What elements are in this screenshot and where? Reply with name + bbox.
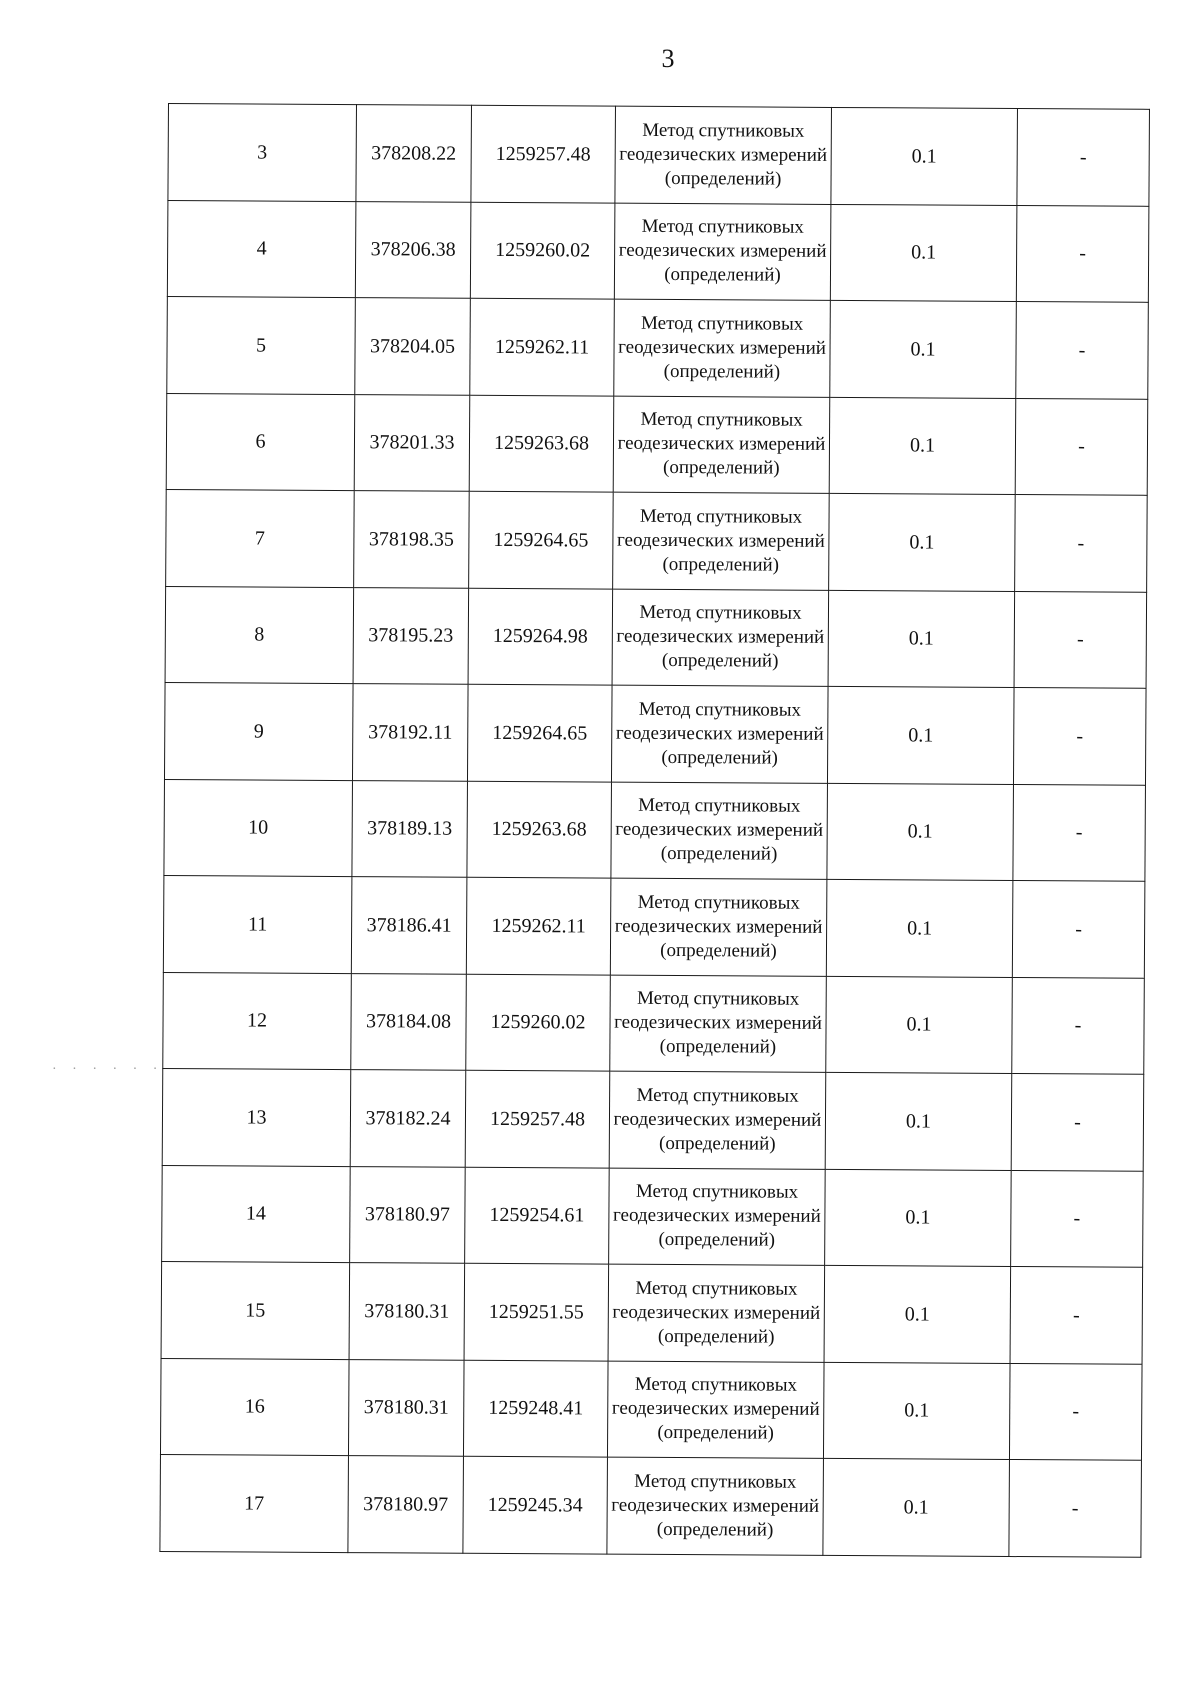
x-coordinate-cell: 378180.97: [350, 1166, 466, 1263]
method-text: Метод спутниковых геодезических измерений (определений): [612, 1277, 821, 1348]
x-coordinate-cell: 378201.33: [354, 394, 470, 491]
y-coordinate-cell: 1259264.65: [469, 491, 614, 588]
point-number-cell: 6: [166, 393, 355, 491]
table-row: [168, 104, 1150, 206]
table-row: [166, 393, 1148, 495]
y-coordinate-cell: 1259260.02: [470, 202, 615, 299]
method-text: Метод спутниковых геодезических измерений (определений): [616, 602, 825, 672]
note-cell: -: [1011, 1170, 1144, 1267]
table-row: [162, 1068, 1144, 1170]
note-cell: -: [1009, 1363, 1142, 1460]
note-cell: -: [1011, 1074, 1144, 1171]
y-coordinate-cell: 1259254.61: [465, 1167, 610, 1264]
y-coordinate-cell: 1259263.68: [467, 781, 612, 878]
y-coordinate-cell: 1259251.55: [464, 1263, 609, 1360]
accuracy-cell: 0.1: [831, 107, 1018, 205]
x-coordinate-cell: 378198.35: [354, 491, 470, 588]
table-row: [164, 779, 1146, 881]
x-coordinate-cell: 378195.23: [353, 587, 469, 684]
table-row: [167, 296, 1149, 398]
x-coordinate-cell: 378204.05: [355, 298, 471, 395]
y-coordinate-cell: 1259257.48: [471, 105, 616, 202]
point-number-cell: 4: [167, 200, 356, 298]
y-coordinate-cell: 1259264.98: [468, 588, 613, 685]
method-cell: [613, 396, 830, 494]
accuracy-cell: 0.1: [826, 879, 1013, 977]
y-coordinate-cell: 1259245.34: [463, 1456, 608, 1553]
note-cell: -: [1015, 398, 1148, 495]
point-number-cell: 11: [163, 875, 352, 973]
point-number-cell: 3: [168, 104, 357, 202]
y-coordinate-cell: 1259264.65: [467, 684, 612, 781]
x-coordinate-cell: 378182.24: [350, 1070, 466, 1167]
accuracy-cell: 0.1: [829, 397, 1016, 495]
x-coordinate-cell: 378208.22: [356, 105, 472, 202]
method-cell: [609, 1071, 826, 1169]
x-coordinate-cell: 378184.08: [351, 973, 467, 1070]
method-text: Метод спутниковых геодезических измерений (определений): [619, 119, 828, 190]
x-coordinate-cell: 378186.41: [351, 877, 467, 974]
table-row: [167, 200, 1149, 302]
note-cell: -: [1014, 591, 1147, 688]
table-row: [160, 1358, 1142, 1460]
coordinates-table-wrapper: [159, 103, 1143, 1557]
table-row: [161, 1261, 1143, 1363]
method-text: Метод спутниковых геодезических измерений (определений): [614, 891, 823, 962]
method-text: Метод спутниковых геодезических измерений (определений): [618, 312, 827, 383]
x-coordinate-cell: 378180.31: [348, 1359, 464, 1456]
accuracy-cell: 0.1: [830, 300, 1017, 398]
accuracy-cell: 0.1: [827, 783, 1014, 881]
note-cell: -: [1012, 881, 1145, 978]
note-cell: -: [1013, 784, 1146, 881]
accuracy-cell: 0.1: [826, 976, 1013, 1074]
table-row: [163, 972, 1145, 1074]
method-text: Метод спутниковых геодезических измерений (определений): [618, 216, 827, 286]
point-number-cell: 5: [167, 296, 356, 394]
note-cell: -: [1013, 688, 1146, 785]
method-text: Метод спутниковых геодезических измерений (определений): [614, 988, 823, 1058]
y-coordinate-cell: 1259257.48: [465, 1070, 610, 1167]
accuracy-cell: 0.1: [825, 1169, 1012, 1267]
x-coordinate-cell: 378189.13: [352, 780, 468, 877]
point-number-cell: 16: [160, 1358, 349, 1456]
scan-speck: · · · · · ·: [52, 1062, 164, 1077]
accuracy-cell: 0.1: [825, 1072, 1012, 1170]
x-coordinate-cell: 378192.11: [352, 684, 468, 781]
note-cell: -: [1010, 1267, 1143, 1364]
method-cell: [610, 878, 827, 976]
method-text: Метод спутниковых геодезических измерений (определений): [612, 1181, 821, 1251]
method-cell: [610, 975, 827, 1073]
table-row: [165, 586, 1147, 688]
accuracy-cell: 0.1: [823, 1458, 1010, 1556]
accuracy-cell: 0.1: [829, 493, 1016, 591]
y-coordinate-cell: 1259263.68: [469, 395, 614, 492]
method-text: Метод спутниковых геодезических измерений (определений): [615, 698, 824, 769]
method-cell: [607, 1457, 824, 1555]
coordinates-table-body: [160, 104, 1150, 1557]
accuracy-cell: 0.1: [830, 204, 1017, 302]
point-number-cell: 12: [163, 972, 352, 1070]
method-text: Метод спутниковых геодезических измерений (определений): [611, 1470, 820, 1541]
table-row: [162, 1165, 1144, 1267]
method-text: Метод спутниковых геодезических измерений (определений): [613, 1084, 822, 1155]
note-cell: -: [1015, 495, 1148, 592]
coordinates-table: [159, 103, 1150, 1557]
point-number-cell: 13: [162, 1068, 351, 1166]
y-coordinate-cell: 1259262.11: [470, 298, 615, 395]
note-cell: -: [1009, 1460, 1142, 1557]
method-text: Метод спутниковых геодезических измерений (определений): [616, 505, 825, 576]
method-cell: [615, 106, 832, 204]
method-text: Метод спутниковых геодезических измерений (определений): [611, 1374, 820, 1444]
method-cell: [608, 1264, 825, 1362]
table-row: [160, 1454, 1142, 1556]
method-cell: [609, 1168, 826, 1266]
page-number: 3: [661, 44, 675, 73]
method-cell: [607, 1361, 824, 1459]
method-cell: [613, 492, 830, 590]
accuracy-cell: 0.1: [823, 1362, 1010, 1460]
x-coordinate-cell: 378180.31: [349, 1263, 465, 1360]
point-number-cell: 15: [161, 1261, 350, 1359]
point-number-cell: 7: [166, 489, 355, 587]
note-cell: -: [1016, 302, 1149, 399]
point-number-cell: 8: [165, 586, 354, 684]
method-cell: [614, 299, 831, 397]
note-cell: -: [1016, 205, 1149, 302]
x-coordinate-cell: 378180.97: [348, 1456, 464, 1553]
y-coordinate-cell: 1259260.02: [466, 974, 611, 1071]
point-number-cell: 17: [160, 1454, 349, 1552]
note-cell: -: [1012, 977, 1145, 1074]
point-number-cell: 14: [162, 1165, 351, 1263]
method-text: Метод спутниковых геодезических измерений (определений): [615, 795, 824, 865]
method-cell: [611, 685, 828, 783]
method-cell: [612, 589, 829, 687]
table-row: [163, 875, 1145, 977]
y-coordinate-cell: 1259248.41: [463, 1360, 608, 1457]
table-row: [164, 682, 1146, 784]
accuracy-cell: 0.1: [827, 686, 1014, 784]
y-coordinate-cell: 1259262.11: [466, 877, 611, 974]
note-cell: -: [1017, 109, 1150, 206]
method-cell: [611, 782, 828, 880]
method-cell: [614, 203, 831, 301]
table-row: [166, 489, 1148, 591]
point-number-cell: 9: [164, 682, 353, 780]
method-text: Метод спутниковых геодезических измерений (определений): [617, 409, 826, 479]
accuracy-cell: 0.1: [824, 1265, 1011, 1363]
x-coordinate-cell: 378206.38: [355, 201, 471, 298]
point-number-cell: 10: [164, 779, 353, 877]
accuracy-cell: 0.1: [828, 590, 1015, 688]
